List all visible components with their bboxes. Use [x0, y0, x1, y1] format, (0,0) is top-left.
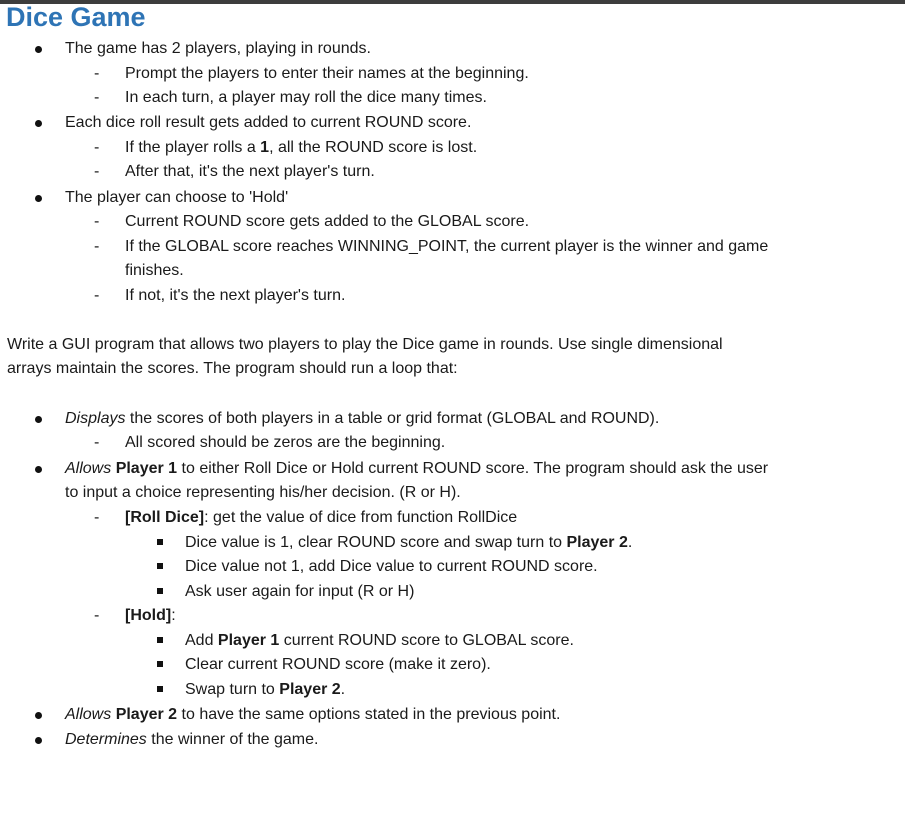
rule-3-sub-2: If the GLOBAL score reaches WINNING_POINT, the current player is the winner and game [125, 238, 769, 255]
paragraph-line-2: arrays maintain the scores. The program should run a loop that: [7, 360, 458, 377]
bullet-dot [35, 416, 42, 423]
dash-marker: - [94, 607, 100, 624]
task-allows-player2: Allows Player 2 to have the same options stated in the previous point. [65, 706, 561, 723]
bullet-dot [35, 712, 42, 719]
bullet-dot [35, 466, 42, 473]
task-determines: Determines the winner of the game. [65, 731, 319, 748]
dash-marker: - [94, 163, 100, 180]
task-displays: Displays the scores of both players in a table or grid format (GLOBAL and ROUND). [65, 410, 660, 427]
hold-bullet-3: Swap turn to Player 2. [185, 681, 346, 698]
roll-dice-bullet-2: Dice value not 1, add Dice value to current ROUND score. [185, 558, 598, 575]
bullet-dot [35, 120, 42, 127]
bullet-dot [35, 46, 42, 53]
rule-3-sub-3: If not, it's the next player's turn. [125, 287, 346, 304]
bullet-dot [35, 737, 42, 744]
rule-1-sub-1: Prompt the players to enter their names at the beginning. [125, 65, 529, 82]
square-bullet [157, 637, 163, 643]
rule-3: The player can choose to 'Hold' [65, 189, 289, 206]
square-bullet [157, 686, 163, 692]
rule-3-sub-1: Current ROUND score gets added to the GLOBAL score. [125, 213, 530, 230]
dash-marker: - [94, 434, 100, 451]
dash-marker: - [94, 89, 100, 106]
task-allows-player1: Allows Player 1 to either Roll Dice or Hold current ROUND score. The program should ask the user [65, 460, 769, 477]
rule-2: Each dice roll result gets added to current ROUND score. [65, 114, 472, 131]
dash-marker: - [94, 213, 100, 230]
bullet-dot [35, 195, 42, 202]
roll-dice-option: [Roll Dice]: get the value of dice from function RollDice [125, 509, 518, 526]
rule-1-sub-2: In each turn, a player may roll the dice many times. [125, 89, 487, 106]
square-bullet [157, 539, 163, 545]
task-allows-player1-cont: to input a choice representing his/her decision. (R or H). [65, 484, 461, 501]
rule-2-sub-1: If the player rolls a 1, all the ROUND score is lost. [125, 139, 478, 156]
dash-marker: - [94, 238, 100, 255]
rule-3-sub-2-cont: finishes. [125, 262, 184, 279]
roll-dice-bullet-3: Ask user again for input (R or H) [185, 583, 415, 600]
dash-marker: - [94, 287, 100, 304]
rule-1: The game has 2 players, playing in rounds. [65, 40, 371, 57]
dash-marker: - [94, 509, 100, 526]
roll-dice-bullet-1: Dice value is 1, clear ROUND score and swap turn to Player 2. [185, 534, 633, 551]
dash-marker: - [94, 65, 100, 82]
square-bullet [157, 563, 163, 569]
task-displays-sub: All scored should be zeros are the beginning. [125, 434, 446, 451]
hold-option: [Hold]: [125, 607, 176, 624]
rule-2-sub-2: After that, it's the next player's turn. [125, 163, 375, 180]
dash-marker: - [94, 139, 100, 156]
paragraph-line-1: Write a GUI program that allows two players to play the Dice game in rounds. Use single dimensional [7, 336, 723, 353]
square-bullet [157, 661, 163, 667]
hold-bullet-1: Add Player 1 current ROUND score to GLOBAL score. [185, 632, 574, 649]
page-title: Dice Game [6, 2, 146, 32]
square-bullet [157, 588, 163, 594]
hold-bullet-2: Clear current ROUND score (make it zero). [185, 656, 491, 673]
